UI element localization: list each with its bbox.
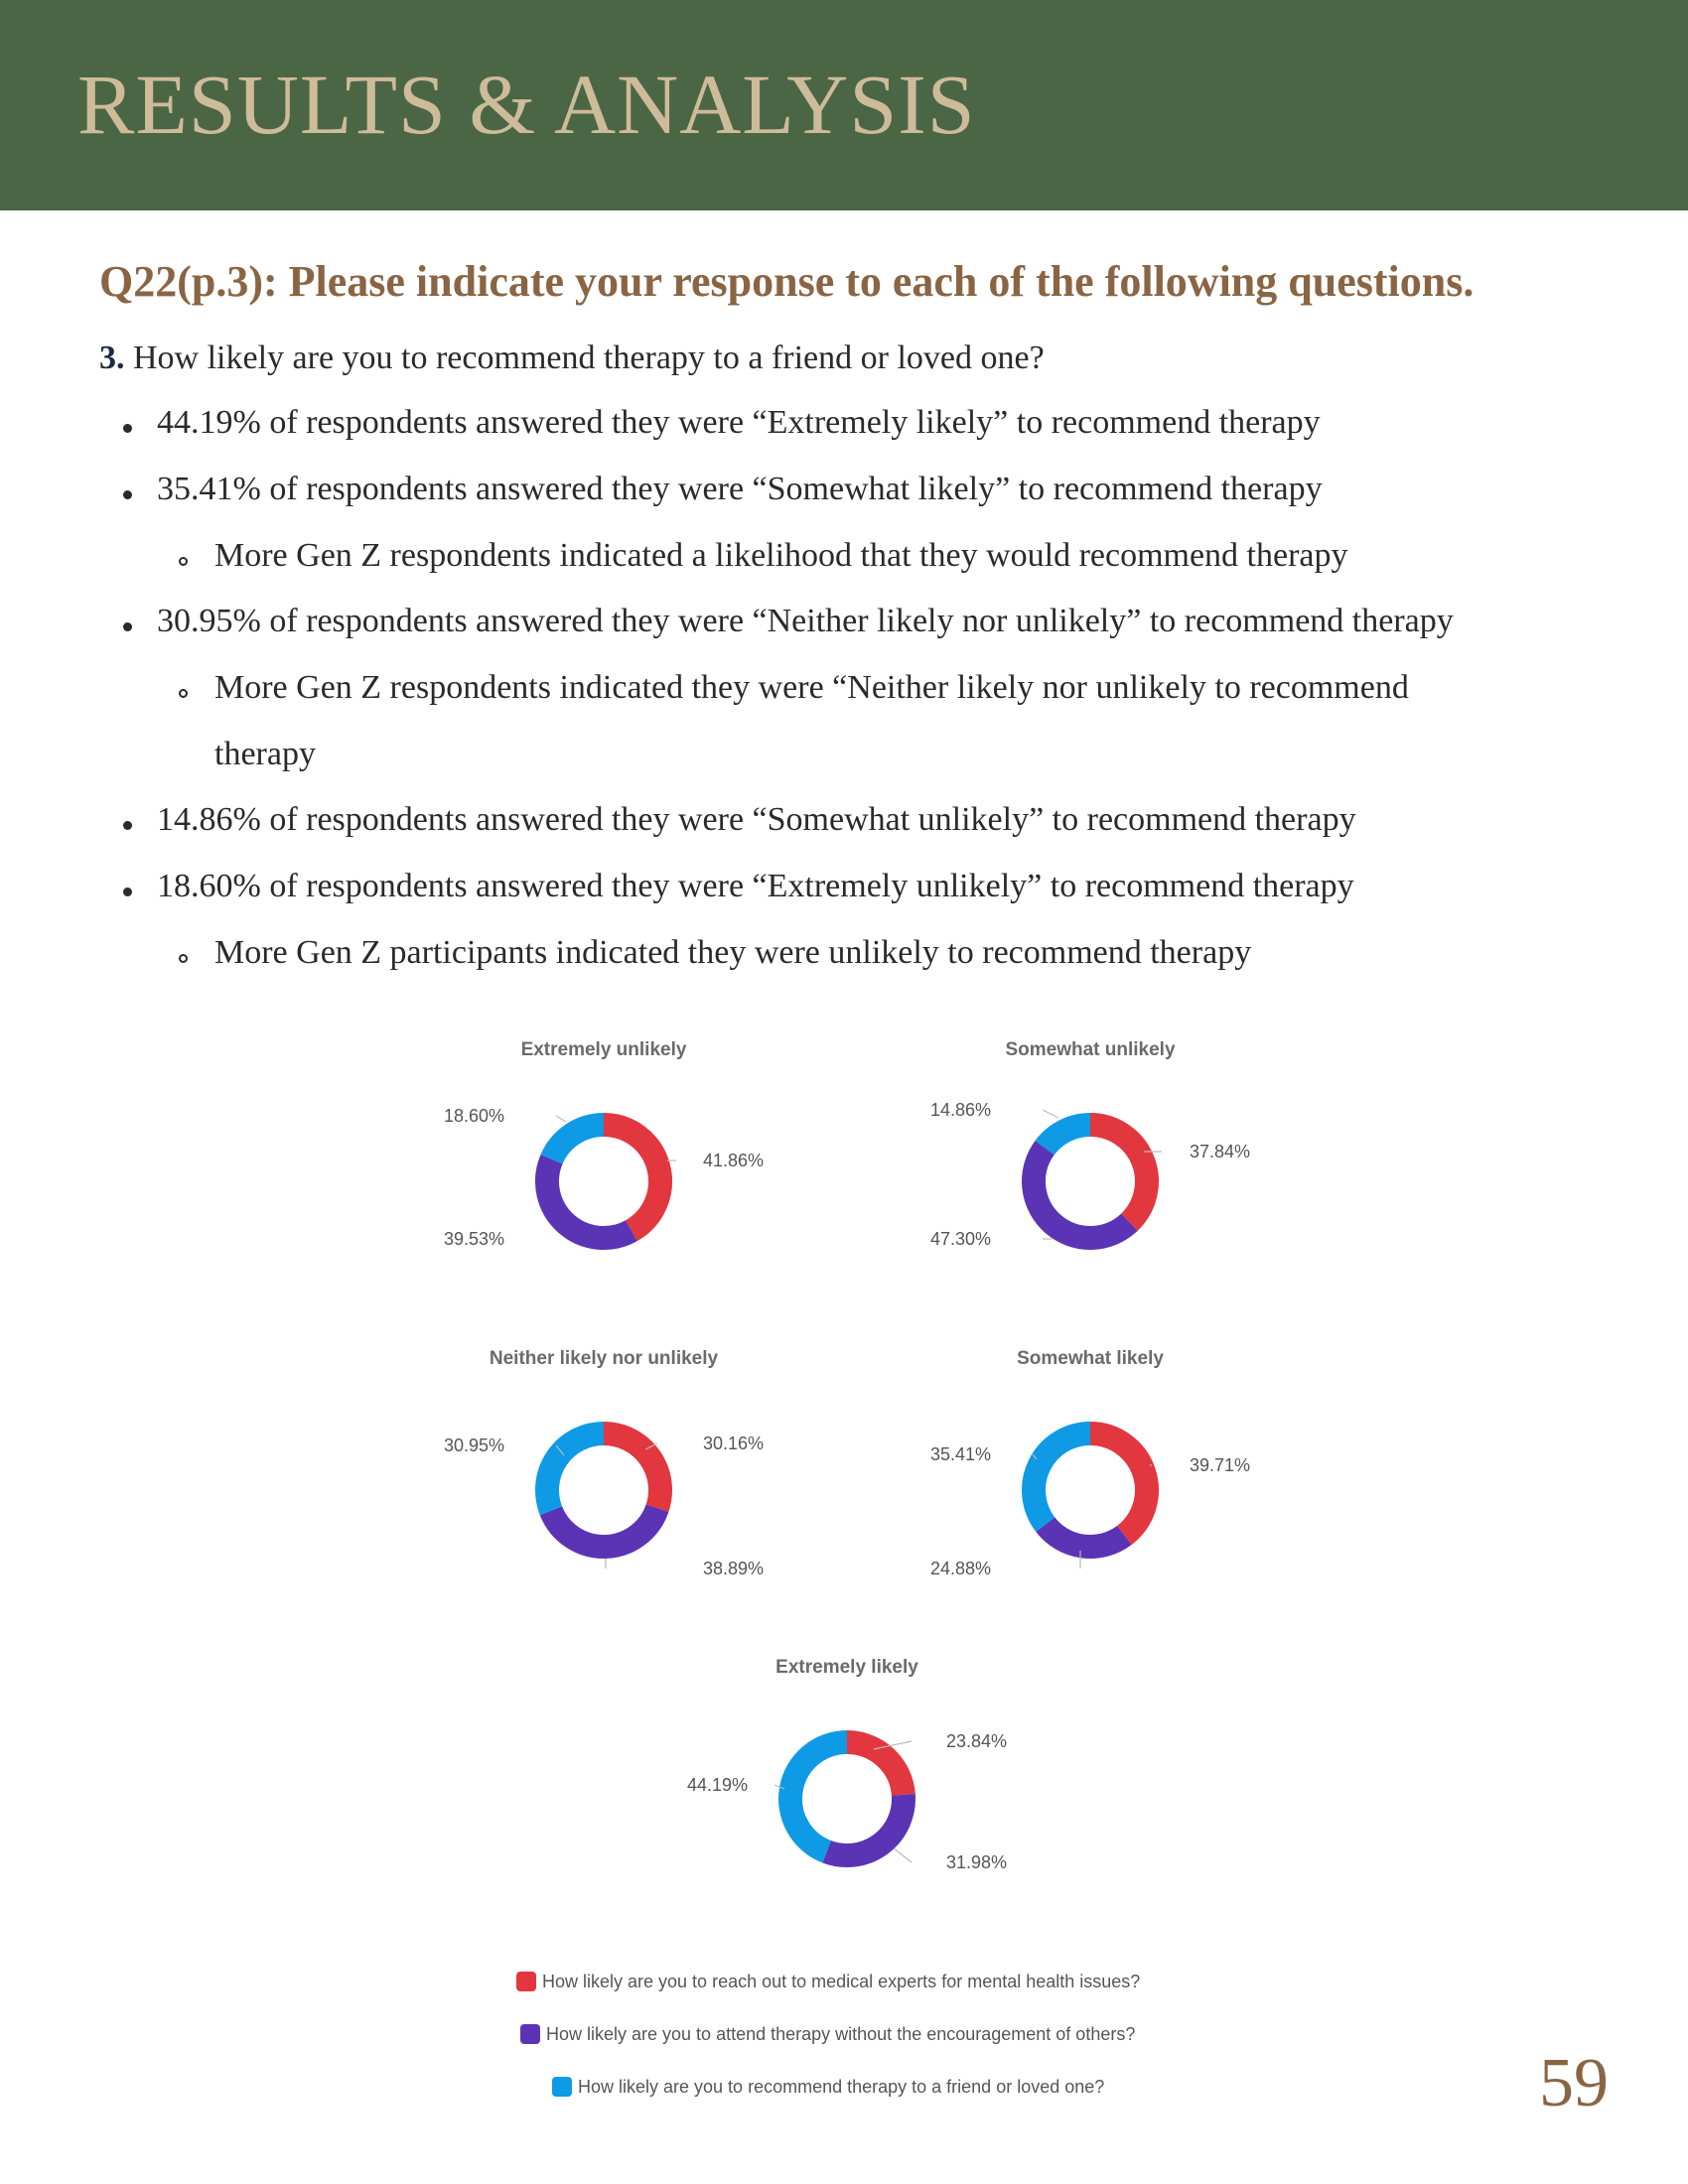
donut-chart [687, 1657, 1007, 1872]
bullet-item: 35.41% of respondents answered they were “Somewhat likely” to recommend therapy [157, 471, 1323, 507]
donut-slice [604, 1433, 660, 1508]
slice-label: 30.95% [443, 1435, 504, 1455]
chart-title: Somewhat likely [1017, 1348, 1164, 1369]
slice-label: 44.19% [686, 1775, 748, 1795]
leader-line [894, 1848, 912, 1862]
legend-item [516, 1972, 1140, 1991]
donut-slice [1046, 1525, 1125, 1547]
chart-title: Extremely unlikely [520, 1039, 687, 1060]
legend-label: How likely are you to recommend therapy to a friend or loved one? [578, 2077, 1105, 2097]
legend-item [520, 2024, 1135, 2044]
slice-label: 18.60% [443, 1106, 504, 1126]
slice-label: 37.84% [1190, 1142, 1251, 1161]
bullet-item: 18.60% of respondents answered they were “Extremely unlikely” to recommend therapy [157, 868, 1354, 904]
donut-slice [1090, 1125, 1147, 1222]
donut-slice [604, 1125, 660, 1231]
donut-slice [827, 1795, 904, 1855]
chart-title: Extremely likely [775, 1657, 918, 1678]
bullet-item: 44.19% of respondents answered they were “Extremely likely” to recommend therapy [157, 404, 1321, 441]
question-title: Q22(p.3): Please indicate your response to each of the following questions. [99, 257, 1475, 306]
legend-swatch [516, 1972, 536, 1991]
slice-label: 47.30% [929, 1229, 991, 1249]
slice-label: 31.98% [946, 1852, 1008, 1872]
slice-label: 38.89% [703, 1559, 765, 1578]
slice-label: 39.53% [443, 1229, 504, 1249]
slice-label: 24.88% [929, 1559, 991, 1578]
donut-slice [547, 1160, 632, 1238]
donut-slice [551, 1508, 657, 1547]
donut-slice [790, 1742, 847, 1851]
slice-label: 35.41% [929, 1444, 991, 1464]
donut-chart [930, 1348, 1250, 1578]
donut-chart [444, 1039, 764, 1249]
sub-question-text: How likely are you to recommend therapy to a friend or loved one? [133, 340, 1045, 376]
sub-question-number: 3. [99, 340, 125, 376]
donut-slice [847, 1742, 904, 1795]
page-number: 59 [1539, 2045, 1609, 2121]
page-title: RESULTS & ANALYSIS [77, 57, 976, 152]
donut-slice [1045, 1125, 1090, 1148]
legend-swatch [552, 2077, 572, 2097]
legend-swatch [520, 2024, 540, 2044]
donut-slice [1090, 1433, 1147, 1535]
chart-title: Somewhat unlikely [1005, 1039, 1176, 1060]
sub-bullet-item: More Gen Z participants indicated they were unlikely to recommend therapy [214, 934, 1252, 971]
legend-label: How likely are you to reach out to medical experts for mental health issues? [542, 1972, 1141, 1991]
sub-bullet-item: More Gen Z respondents indicated a likelihood that they would recommend therapy [214, 537, 1348, 574]
bullet-item: 14.86% of respondents answered they were “Somewhat unlikely” to recommend therapy [157, 801, 1356, 838]
legend-item [552, 2077, 1104, 2097]
donut-slice [1034, 1148, 1129, 1238]
slice-label: 39.71% [1190, 1455, 1251, 1475]
chart-title: Neither likely nor unlikely [489, 1348, 719, 1369]
sub-bullet-item: More Gen Z respondents indicated they were “Neither likely nor unlikely to recommend [214, 669, 1409, 706]
slice-label: 14.86% [929, 1100, 991, 1120]
donut-chart [930, 1039, 1250, 1249]
sub-bullet-continuation: therapy [214, 736, 316, 772]
leader-line [1043, 1110, 1058, 1118]
legend-label: How likely are you to attend therapy without the encouragement of others? [546, 2024, 1136, 2044]
slice-label: 41.86% [703, 1151, 765, 1170]
slice-label: 30.16% [703, 1433, 765, 1453]
leader-line [556, 1116, 566, 1122]
donut-chart [444, 1348, 764, 1578]
bullet-item: 30.95% of respondents answered they were “Neither likely nor unlikely” to recommend therapy [157, 603, 1454, 639]
donut-slice [1034, 1433, 1090, 1525]
slice-label: 23.84% [946, 1731, 1008, 1751]
donut-slice [547, 1433, 604, 1511]
donut-slice [552, 1125, 604, 1160]
